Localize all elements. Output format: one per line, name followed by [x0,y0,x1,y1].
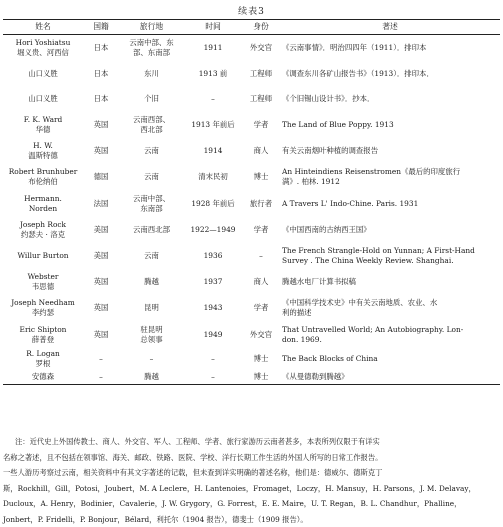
cell-name [3,243,83,270]
note-line: 斯，Rockhill，Gill，Potosi，Joubert，M. A Leclere，H. Lantenoies，Fromaget，Loczy，H. Mansuy，H. Parsons，J. M. Delavay， [3,481,500,497]
cell-identity: 博士 [242,164,280,191]
cell-name-line: F. K. Ward [5,115,81,125]
header-time: 时间 [184,20,242,35]
cell-works [280,370,500,385]
cell-name-line: 山口义胜 [5,94,81,104]
cell-works [280,87,500,112]
cell-travel-place [119,217,184,243]
cell-identity: 工程师 [242,87,280,112]
cell-name-line: 李约瑟 [5,308,81,318]
cell-time: 1913 前 [184,61,242,87]
cell-works-line: Survey . The China Weekly Review. Shanghai. [282,256,498,266]
cell-identity: 学者 [242,217,280,243]
cell-travel-place [119,270,184,295]
cell-name-line: R. Logan [5,349,81,359]
cell-works-line: don. 1969. [282,335,498,345]
cell-nationality: 美国 [83,217,119,243]
cell-travel-place [119,295,184,322]
cell-travel-place-line: 昆明 [121,303,182,313]
cell-nationality: 英国 [83,295,119,322]
cell-name-line: 山口义胜 [5,69,81,79]
cell-works [280,191,500,217]
cell-time: 清末民初 [184,164,242,191]
cell-identity: 商人 [242,270,280,295]
table-row [3,295,500,322]
cell-works [280,217,500,243]
table-row [3,61,500,87]
cell-name [3,322,83,349]
cell-works-line: 腾越水电厂计算书拟稿 [282,277,498,287]
cell-nationality: 德国 [83,164,119,191]
cell-name [3,138,83,164]
cell-works-line: The French Strangle-Hold on Yunnan; A First-Hand [282,246,498,256]
cell-name-line: Eric Shipton [5,325,81,335]
table-row [3,243,500,270]
table-row [3,191,500,217]
cell-name-line: 华德 [5,125,81,135]
table-row [3,138,500,164]
cell-name-line: 布伦纳伯 [5,177,81,187]
cell-nationality: – [83,349,119,370]
header-travel-place: 旅行地 [119,20,184,35]
note-line: 注：近代史上外国传教士、商人、外交官、军人、工程师、学者、旅行家游历云南者甚多，本表所列仅限于有详实 [3,434,500,450]
table-row [3,217,500,243]
table-caption: 续表3 [0,4,503,17]
cell-name [3,61,83,87]
cell-travel-place [119,87,184,112]
cell-travel-place-line: 云南 [121,146,182,156]
cell-travel-place-line: 个旧 [121,94,182,104]
header-works: 著述 [280,20,500,35]
table-row [3,322,500,349]
cell-works-line: A Travers L' Indo-Chine. Paris. 1931 [282,199,498,209]
cell-travel-place-line: 腾越 [121,277,182,287]
cell-works-line: 《个旧锡山设计书》．抄本． [282,94,498,104]
cell-travel-place-line: 东南部 [121,204,182,214]
table-row [3,35,500,61]
cell-works [280,322,500,349]
cell-nationality: – [83,370,119,385]
cell-identity: 外交官 [242,322,280,349]
table-row [3,87,500,112]
cell-works-line: 《从曼德勒到腾越》 [282,372,498,382]
cell-travel-place [119,138,184,164]
table-row [3,164,500,191]
cell-travel-place-line: 腾越 [121,372,182,382]
cell-identity: 博士 [242,370,280,385]
cell-travel-place [119,370,184,385]
cell-time: – [184,87,242,112]
cell-travel-place-line: 云南西部、 [121,115,182,125]
table-body [3,35,500,385]
cell-travel-place [119,349,184,370]
cell-travel-place-line: 总领事 [121,335,182,345]
cell-name-line: Hori Yoshiatsu [5,38,81,48]
header-nationality: 国籍 [83,20,119,35]
cell-works-line: 《调查东川各矿山报告书》（1913）．排印本． [282,69,498,79]
cell-name [3,35,83,61]
cell-time: 1949 [184,322,242,349]
cell-travel-place-line: 云南中部、东 [121,38,182,48]
cell-travel-place-line: 云南 [121,251,182,261]
cell-time: 1914 [184,138,242,164]
cell-works [280,112,500,138]
cell-works-line: 《中国西南的古纳西王国》 [282,225,498,235]
cell-travel-place [119,35,184,61]
cell-name [3,370,83,385]
cell-name-line: Willur Burton [5,251,81,261]
cell-time: – [184,349,242,370]
note-line: Jonbert，P. Fridelli，P. Bonjour，Bélard，利托尔（1904 报告），德斐士（1909 报告）。 [3,512,500,527]
cell-travel-place-line: 云南 [121,172,182,182]
cell-nationality: 英国 [83,270,119,295]
cell-identity: 商人 [242,138,280,164]
cell-works-line: 满》. 柏林. 1912 [282,177,498,187]
cell-name-line: Joseph Rock [5,220,81,230]
cell-name-line: 堀义贵、河西信 [5,48,81,58]
cell-time: 1911 [184,35,242,61]
cell-nationality: 日本 [83,35,119,61]
cell-works-line: 有关云南烟叶种植的调查报告 [282,146,498,156]
cell-works-line: 利的描述 [282,308,498,318]
cell-works-line: An Hinteindiens Reisenstromen《最后的印度旅行 [282,167,498,177]
cell-identity: 学者 [242,295,280,322]
cell-name [3,295,83,322]
cell-name-line: 约瑟夫 · 洛克 [5,230,81,240]
cell-name-line: 罗根 [5,359,81,369]
cell-nationality: 美国 [83,243,119,270]
cell-nationality: 日本 [83,61,119,87]
cell-works-line: The Back Blocks of China [282,354,498,364]
cell-name [3,270,83,295]
cell-name [3,217,83,243]
cell-works-line: 《云南事情》．明治四四年（1911）．排印本 [282,43,498,53]
cell-works [280,164,500,191]
cell-travel-place [119,164,184,191]
cell-identity: 博士 [242,349,280,370]
cell-name-line: Hermann. [5,194,81,204]
cell-travel-place [119,322,184,349]
cell-time: 1943 [184,295,242,322]
table-row [3,270,500,295]
cell-travel-place-line: 部、东南部 [121,48,182,58]
cell-works-line: The Land of Blue Poppy. 1913 [282,120,498,130]
cell-nationality: 英国 [83,138,119,164]
cell-travel-place-line: 云南中部、 [121,194,182,204]
cell-time: – [184,370,242,385]
cell-travel-place-line: – [121,354,182,364]
table-row [3,349,500,370]
table-note [3,434,500,527]
note-line: 一些人游历考察过云南，相关资料中有其文字著述的记载，但未查到详实明确的著述名称，他们是：德威尔、德斯克丁 [3,465,500,481]
cell-works-line: That Untravelled World; An Autobiography. Lon- [282,325,498,335]
cell-name-line: 韦思德 [5,282,81,292]
cell-time: 1928 年前后 [184,191,242,217]
cell-identity: 旅行者 [242,191,280,217]
cell-travel-place [119,61,184,87]
cell-works [280,270,500,295]
note-line: 名称之著述，且不包括在领事馆、海关、邮政、铁路、医院、学校、洋行长期工作生活的外国人所写的日常工作报告。 [3,450,500,466]
cell-name [3,112,83,138]
cell-works [280,61,500,87]
cell-name [3,164,83,191]
cell-nationality: 英国 [83,112,119,138]
cell-name-line: 安德森 [5,372,81,382]
cell-travel-place-line: 驻昆明 [121,325,182,335]
cell-travel-place [119,243,184,270]
table-row [3,370,500,385]
travelers-table [3,19,500,385]
cell-nationality: 法国 [83,191,119,217]
cell-travel-place [119,112,184,138]
cell-name-line: Robert Brunhuber [5,167,81,177]
cell-name-line: 薛普登 [5,335,81,345]
cell-name-line: 温斯特德 [5,151,81,161]
cell-time: 1937 [184,270,242,295]
cell-works [280,35,500,61]
cell-name-line: Joseph Needham [5,298,81,308]
cell-works [280,349,500,370]
cell-name-line: H. W. [5,141,81,151]
cell-works [280,138,500,164]
cell-time: 1913 年前后 [184,112,242,138]
cell-name [3,87,83,112]
cell-nationality: 日本 [83,87,119,112]
note-line: Ducloux，A. Henry，Bodinier，Cavalerie，J. W. Grygory，G. Forrest，E. E. Maire，U. T. Regan，B. L. Chandhur，Phalline， [3,496,500,512]
cell-identity: 外交官 [242,35,280,61]
cell-name [3,349,83,370]
cell-nationality: 英国 [83,322,119,349]
cell-travel-place-line: 云南西北部 [121,225,182,235]
cell-name-line: Webster [5,272,81,282]
cell-travel-place [119,191,184,217]
cell-identity: 学者 [242,112,280,138]
cell-works [280,295,500,322]
header-name: 姓名 [3,20,83,35]
cell-name [3,191,83,217]
cell-time: 1936 [184,243,242,270]
cell-travel-place-line: 西北部 [121,125,182,135]
cell-time: 1922—1949 [184,217,242,243]
table-header-row [3,20,500,35]
cell-name-line: Norden [5,204,81,214]
header-identity: 身份 [242,20,280,35]
table-row [3,112,500,138]
cell-travel-place-line: 东川 [121,69,182,79]
cell-identity: 工程师 [242,61,280,87]
cell-works-line: 《中国科学技术史》中有关云南地质、农业、水 [282,298,498,308]
cell-identity: – [242,243,280,270]
cell-works [280,243,500,270]
